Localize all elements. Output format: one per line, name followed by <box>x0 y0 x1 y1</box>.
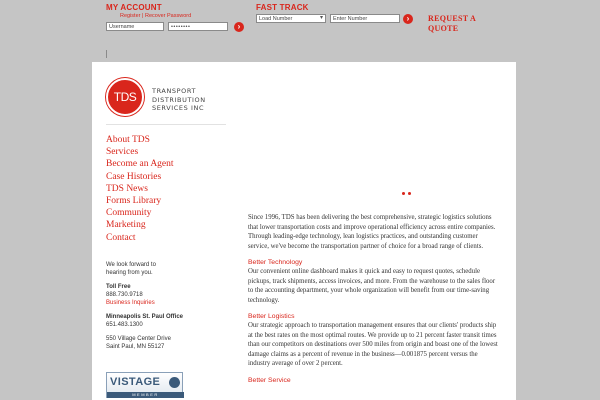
address-line1: 550 Village Center Drive <box>106 336 171 342</box>
my-account-title: MY ACCOUNT <box>106 3 162 12</box>
contact-intro: We look forward to hearing from you. <box>106 262 156 276</box>
slideshow-dots <box>402 182 414 200</box>
section-text-technology: Our convenient online dashboard makes it quick and easy to request quotes, schedule pickups, track shipments, access invoices, and more. From the warehouse to the sales floor to the accounting department, your whole organization will benefit from our time-saving technology. <box>248 268 496 304</box>
right-margin <box>516 62 600 400</box>
address-line2: Saint Paul, MN 55127 <box>106 344 165 350</box>
link-separator: | <box>142 13 144 19</box>
slide-dot[interactable] <box>402 192 405 195</box>
main-nav <box>106 134 174 244</box>
tds-logo-mark[interactable] <box>106 78 144 116</box>
vistage-word: VISTAGE <box>110 376 161 388</box>
company-name-line: TRANSPORT <box>152 87 197 95</box>
toll-free-label: Toll Free <box>106 284 131 290</box>
nav-item-become-agent[interactable]: Become an Agent <box>106 159 174 170</box>
section-title-logistics: Better Logistics <box>248 313 295 320</box>
password-input[interactable]: •••••••• <box>168 22 228 31</box>
username-input[interactable]: Username <box>106 22 164 31</box>
contact-block <box>106 261 226 351</box>
company-name <box>152 87 206 113</box>
company-name-line: DISTRIBUTION <box>152 95 206 104</box>
main-content <box>248 213 500 385</box>
vistage-member-badge[interactable] <box>106 372 183 398</box>
recover-password-link[interactable]: Recover Password <box>144 13 192 19</box>
sidebar-divider <box>106 124 226 125</box>
chevron-down-icon: ▾ <box>319 15 323 21</box>
nav-item-case-histories[interactable]: Case Histories <box>106 171 162 182</box>
register-link[interactable]: Register <box>120 13 141 19</box>
track-go-button[interactable]: › <box>403 14 413 24</box>
intro-paragraph: Since 1996, TDS has been delivering the best comprehensive, strategic logistics solutions that lower transportation costs and improve operational efficiency across entire companies. Through leading-edge technology, lean logistics practices, and outstanding customer service, we've become the transportation partner of choice for a broad range of clients. <box>248 214 496 250</box>
office-phone: 651.483.1300 <box>106 322 143 328</box>
top-bar <box>0 0 600 62</box>
office-label: Minneapolis St. Paul Office <box>106 314 184 320</box>
nav-item-contact[interactable]: Contact <box>106 232 136 243</box>
load-type-select[interactable] <box>256 14 326 23</box>
section-title-service: Better Service <box>248 376 291 384</box>
divider-tick <box>106 50 107 58</box>
nav-item-community[interactable]: Community <box>106 208 152 219</box>
vistage-logo-icon <box>169 377 180 388</box>
nav-item-forms-library[interactable]: Forms Library <box>106 196 162 207</box>
login-go-button[interactable]: › <box>234 22 244 32</box>
load-type-value: Load Number <box>259 16 293 22</box>
toll-free-number: 888.730.9718 <box>106 292 143 298</box>
account-links <box>120 13 191 19</box>
logo-mark-text: TDS <box>113 90 137 104</box>
nav-item-news[interactable]: TDS News <box>106 183 148 194</box>
slide-dot[interactable] <box>408 192 411 195</box>
section-text-logistics: Our strategic approach to transportation management ensures that our clients' products ship at the best rates on the most optimal routes. We provide up to 21 percent faster transit times than our competitors on destinations over 500 miles from origin and boast one of the lowest damage claims as a percent of revenue in the business—0.001875 percent versus the industry average of over 2 percent. <box>248 322 498 367</box>
left-margin <box>0 62 92 400</box>
section-title-technology: Better Technology <box>248 259 303 266</box>
company-name-line: SERVICES INC <box>152 104 205 112</box>
request-quote-line2: QUOTE <box>428 24 459 33</box>
fast-track-title: FAST TRACK <box>256 3 309 12</box>
nav-item-marketing[interactable]: Marketing <box>106 220 146 231</box>
request-quote-link[interactable] <box>428 14 488 34</box>
nav-item-services[interactable]: Services <box>106 147 139 158</box>
request-quote-line1: REQUEST A <box>428 14 477 23</box>
nav-item-about[interactable]: About TDS <box>106 135 150 145</box>
tracking-number-input[interactable]: Enter Number <box>330 14 400 23</box>
vistage-member-label: MEMBER <box>107 392 184 398</box>
business-inquiries-link[interactable]: Business Inquiries <box>106 300 155 306</box>
